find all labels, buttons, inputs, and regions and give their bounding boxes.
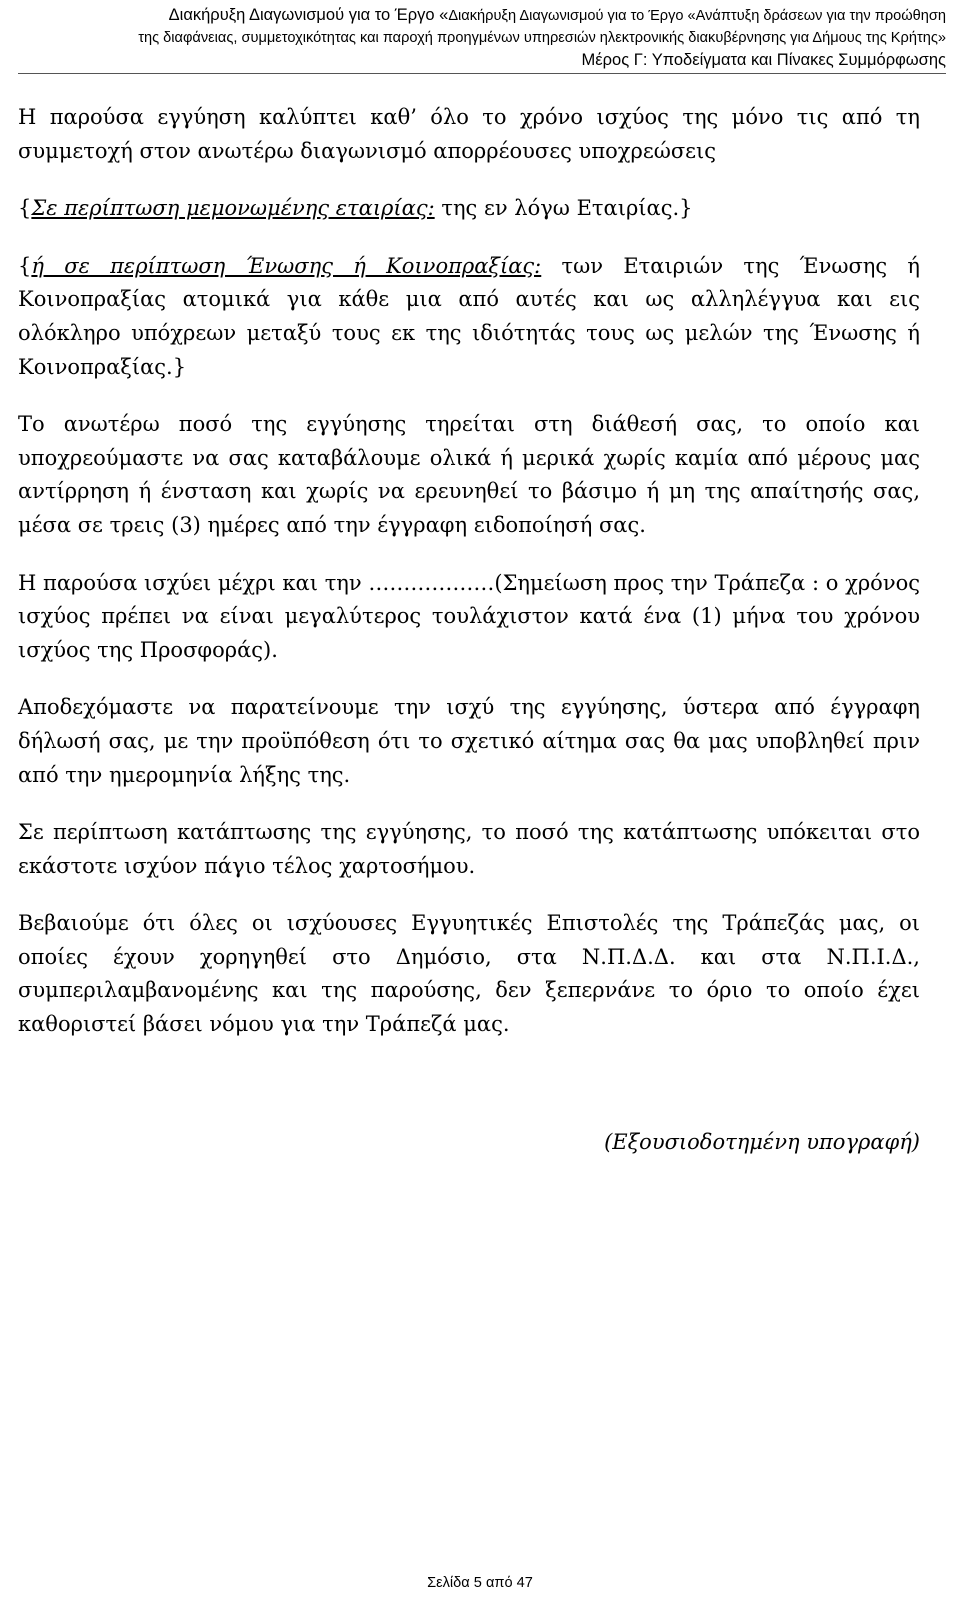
paragraph-consortium xyxy=(18,250,920,384)
header-line-1 xyxy=(18,4,946,27)
header-section-title: Μέρος Γ: Υποδείγματα και Πίνακες Συμμόρφωσης xyxy=(581,51,946,69)
paragraph-certification: Βεβαιούμε ότι όλες οι ισχύουσες Εγγυητικές Επιστολές της Τράπεζάς μας, οι οποίες έχουν χορηγηθεί στο Δημόσιο, στα Ν.Π.Δ.Δ. και στα Ν.Π.Ι.Δ., συμπεριλαμβανομένης και της παρούσης, δεν ξεπερνάνε το όριο το οποίο έχει καθοριστεί βάσει νόμου για την Τράπεζά μας. xyxy=(18,911,920,1037)
single-company-text: της εν λόγω Εταιρίας.} xyxy=(434,196,693,221)
single-company-condition: Σε περίπτωση μεμονωμένης εταιρίας: xyxy=(31,196,435,221)
paragraph-forfeiture: Σε περίπτωση κατάπτωσης της εγγύησης, το ποσό της κατάπτωσης υπόκειται στο εκάστοτε ισχύον πάγιο τέλος χαρτοσήμου. xyxy=(18,820,920,878)
header-line-2: της διαφάνειας, συμμετοχικότητας και παροχή προηγμένων υπηρεσιών ηλεκτρονικής διακυβέρνησης για Δήμους της Κρήτης» xyxy=(138,30,946,46)
header-line-1-rest: Διακήρυξη Διαγωνισμού για το Έργο «Ανάπτυξη δράσεων για την προώθηση xyxy=(448,8,946,24)
page-number: Σελίδα 5 από 47 xyxy=(427,1575,533,1591)
paragraph-coverage: Η παρούσα εγγύηση καλύπτει καθ’ όλο το χρόνο ισχύος της μόνο τις από τη συμμετοχή στον ανωτέρω διαγωνισμό απορρέουσες υποχρεώσεις xyxy=(18,105,920,163)
document-body xyxy=(18,101,920,1066)
brace-open: { xyxy=(18,253,32,278)
consortium-text: των Εταιριών της Ένωσης ή Κοινοπραξίας ατομικά για κάθε μια από αυτές και ως αλληλέγγυα και εις ολόκληρο υπόχρεων μεταξύ τους εκ της ιδιότητάς τους ως μελών της Ένωσης ή Κοινοπραξίας.} xyxy=(18,253,920,379)
header-divider xyxy=(18,73,946,74)
paragraph-validity: Η παρούσα ισχύει μέχρι και την ………………(Σημείωση προς την Τράπεζα : ο χρόνος ισχύος πρέπει να είναι μεγαλύτερος τουλάχιστον κατά ένα (1) μήνα του χρόνου ισχύος της Προσφοράς). xyxy=(18,570,920,662)
brace-open: { xyxy=(18,196,32,221)
paragraph-extension: Αποδεχόμαστε να παρατείνουμε την ισχύ της εγγύησης, ύστερα από έγγραφη δήλωσή σας, με την προϋπόθεση ότι το σχετικό αίτημα σας θα μας υποβληθεί πριν από την ημερομηνία λήξης της. xyxy=(18,695,920,787)
paragraph-guarantee-amount: Το ανωτέρω ποσό της εγγύησης τηρείται στη διάθεσή σας, το οποίο και υποχρεούμαστε να σας καταβάλουμε ολικά ή μερικά χωρίς καμία από μέρους μας αντίρρηση ή ένσταση και χωρίς να ερευνηθεί το βάσιμο ή μη της απαίτησής σας, μέσα σε τρεις (3) ημέρες από την έγγραφη ειδοποίησή σας. xyxy=(18,412,920,537)
page-header xyxy=(18,4,946,71)
consortium-condition: ή σε περίπτωση Ένωσης ή Κοινοπραξίας: xyxy=(31,253,542,278)
paragraph-single-company xyxy=(18,192,920,226)
authorized-signature: (Εξουσιοδοτημένη υπογραφή) xyxy=(604,1130,920,1154)
header-line-1-prefix: Διακήρυξη Διαγωνισμού για το Έργο « xyxy=(168,6,449,24)
